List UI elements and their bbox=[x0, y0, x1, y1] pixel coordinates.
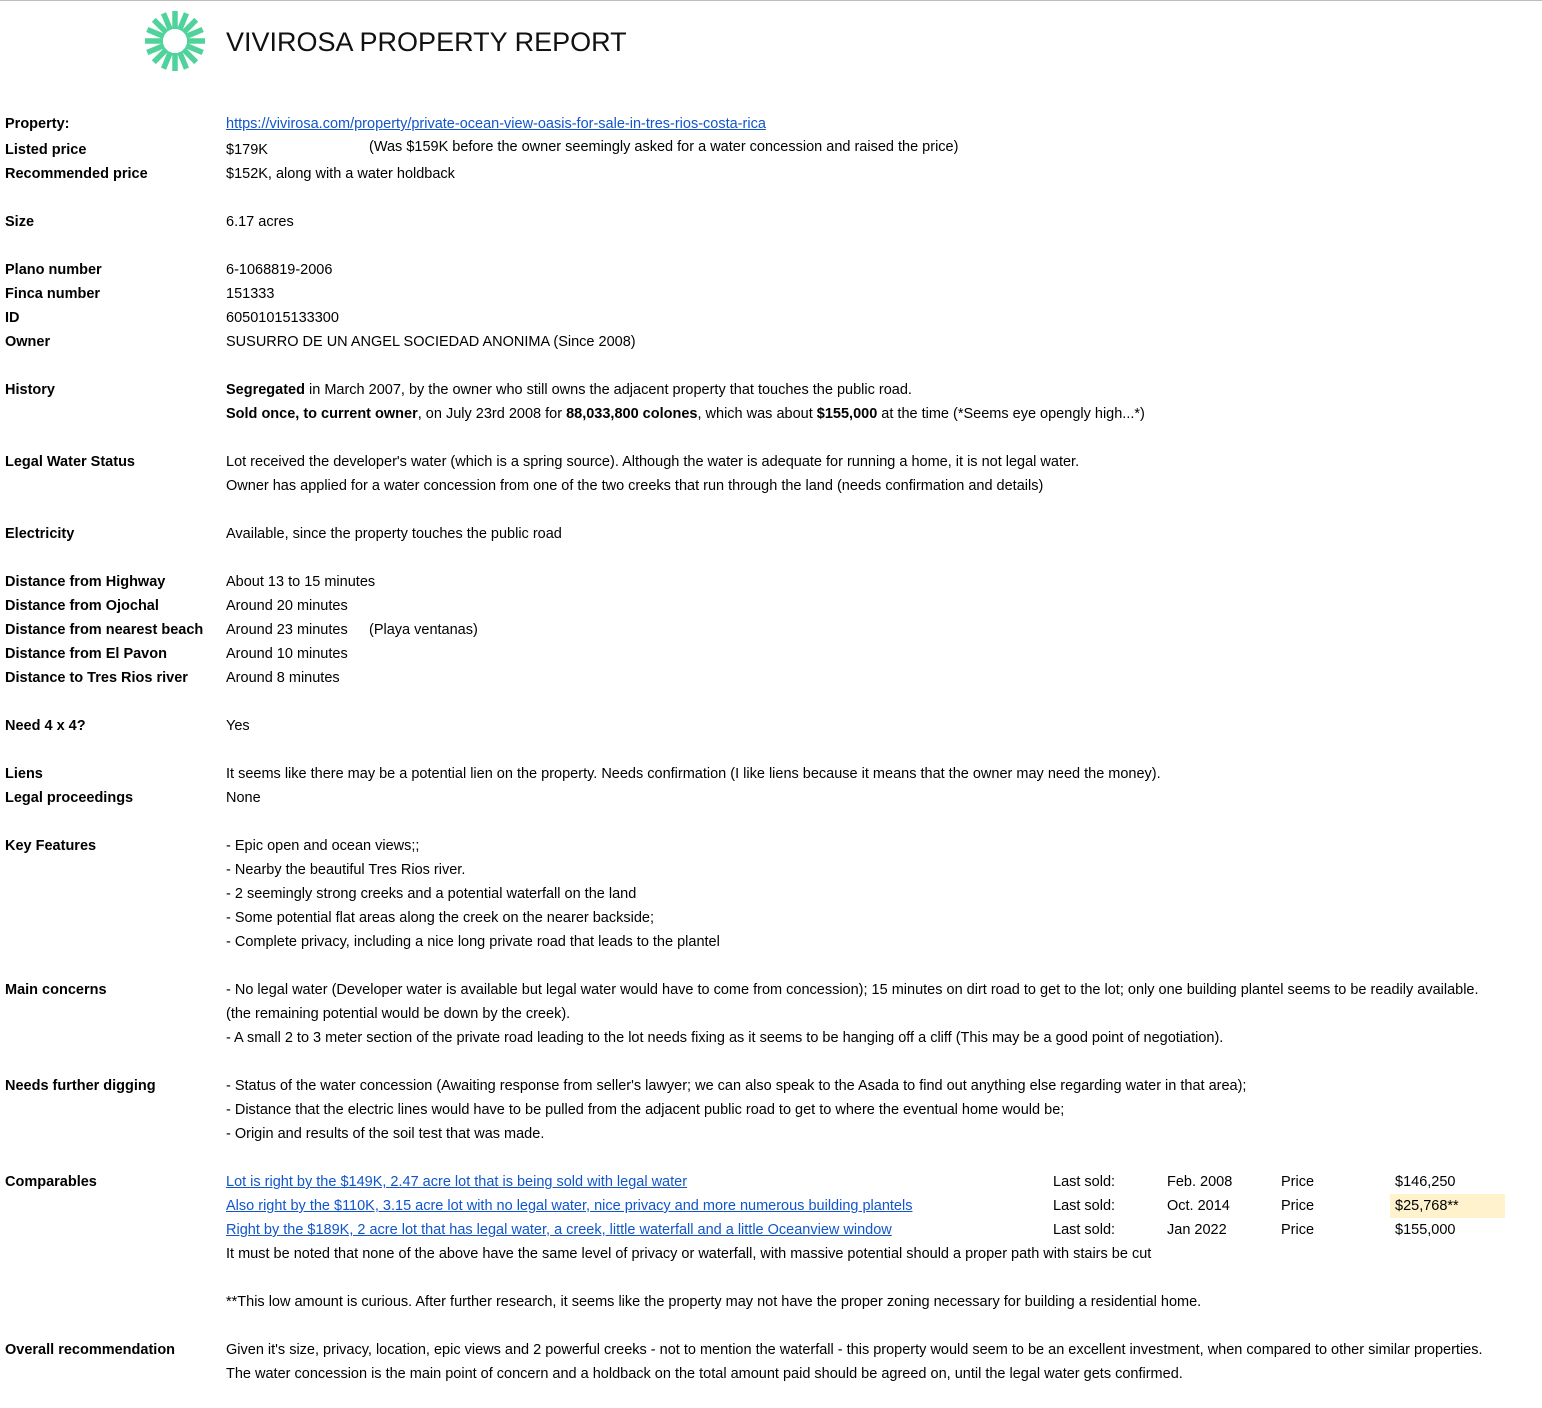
water-line-2: Owner has applied for a water concession from one of the two creeks that run through the land (needs confirmation and details) bbox=[226, 478, 1044, 494]
distance-label: Distance from Ojochal bbox=[5, 598, 159, 614]
legal-value: None bbox=[226, 790, 261, 806]
legal-label: Legal proceedings bbox=[5, 790, 134, 806]
price-label: Price bbox=[1281, 1174, 1315, 1190]
plano-label: Plano number bbox=[5, 262, 102, 278]
last-sold-date: Jan 2022 bbox=[1167, 1222, 1227, 1238]
distance-value: Around 23 minutes bbox=[226, 622, 348, 638]
listed-price-value: $179K bbox=[226, 142, 268, 158]
id-label: ID bbox=[5, 310, 20, 326]
list-item: - Some potential flat areas along the creek on the nearer backside; bbox=[226, 910, 655, 926]
need4x4-value: Yes bbox=[226, 718, 250, 734]
list-item: - Status of the water concession (Awaiting response from seller's lawyer; we can also speak to the Asada to find out anything else regarding water in that area); bbox=[226, 1078, 1247, 1094]
electricity-label: Electricity bbox=[5, 526, 75, 542]
electricity-value: Available, since the property touches the public road bbox=[226, 526, 562, 542]
comparables-label: Comparables bbox=[5, 1174, 97, 1190]
list-item: - Complete privacy, including a nice long private road that leads to the plantel bbox=[226, 934, 720, 950]
listed-price-note: (Was $159K before the owner seemingly asked for a water concession and raised the price) bbox=[369, 139, 959, 155]
list-item: - Epic open and ocean views;; bbox=[226, 838, 420, 854]
price-value: $146,250 bbox=[1395, 1174, 1456, 1190]
property-label: Property: bbox=[5, 116, 70, 132]
comparable-link[interactable]: Also right by the $110K, 3.15 acre lot with no legal water, nice privacy and more numerous building plantels bbox=[226, 1198, 913, 1214]
overall-label: Overall recommendation bbox=[5, 1342, 176, 1358]
id-value: 60501015133300 bbox=[226, 310, 339, 326]
history-line-1: Segregated in March 2007, by the owner who still owns the adjacent property that touches the public road. bbox=[226, 382, 912, 398]
list-item: - A small 2 to 3 meter section of the private road leading to the lot needs fixing as it seems to be hanging off a cliff (This may be a good point of negotiation). bbox=[226, 1030, 1224, 1046]
list-item: - Origin and results of the soil test that was made. bbox=[226, 1126, 545, 1142]
owner-value: SUSURRO DE UN ANGEL SOCIEDAD ANONIMA (Since 2008) bbox=[226, 334, 636, 350]
recommended-price-label: Recommended price bbox=[5, 166, 148, 182]
water-label: Legal Water Status bbox=[5, 454, 135, 470]
distance-label: Distance to Tres Rios river bbox=[5, 670, 188, 686]
distance-value: Around 20 minutes bbox=[226, 598, 348, 614]
distance-label: Distance from El Pavon bbox=[5, 646, 167, 662]
distance-value: Around 8 minutes bbox=[226, 670, 340, 686]
price-label: Price bbox=[1281, 1222, 1315, 1238]
listed-price-label: Listed price bbox=[5, 142, 87, 158]
price-label: Price bbox=[1281, 1198, 1315, 1214]
list-item: - Nearby the beautiful Tres Rios river. bbox=[226, 862, 466, 878]
vivirosa-logo-icon bbox=[143, 9, 207, 73]
overall-line-2: The water concession is the main point of concern and a holdback on the total amount paid should be agreed on, until the legal water gets confirmed. bbox=[226, 1366, 1183, 1382]
size-value: 6.17 acres bbox=[226, 214, 294, 230]
digging-label: Needs further digging bbox=[5, 1078, 156, 1094]
comparable-link[interactable]: Lot is right by the $149K, 2.47 acre lot that is being sold with legal water bbox=[226, 1174, 688, 1190]
liens-value: It seems like there may be a potential lien on the property. Needs confirmation (I like liens because it means that the owner may need the money). bbox=[226, 766, 1161, 782]
last-sold-label: Last sold: bbox=[1053, 1222, 1116, 1238]
comparables-footnote: **This low amount is curious. After further research, it seems like the property may not have the proper zoning necessary for building a residential home. bbox=[226, 1294, 1202, 1310]
distance-label: Distance from Highway bbox=[5, 574, 166, 590]
list-item: - Distance that the electric lines would have to be pulled from the adjacent public road to get to where the eventual home would be; bbox=[226, 1102, 1065, 1118]
list-item: - 2 seemingly strong creeks and a potential waterfall on the land bbox=[226, 886, 637, 902]
finca-label: Finca number bbox=[5, 286, 101, 302]
list-item: (the remaining potential would be down by the creek). bbox=[226, 1006, 571, 1022]
property-link[interactable]: https://vivirosa.com/property/private-ocean-view-oasis-for-sale-in-tres-rios-costa-rica bbox=[226, 116, 766, 132]
distance-note: (Playa ventanas) bbox=[369, 622, 478, 638]
comparable-link[interactable]: Right by the $189K, 2 acre lot that has legal water, a creek, little waterfall and a little Oceanview window bbox=[226, 1222, 892, 1238]
need4x4-label: Need 4 x 4? bbox=[5, 718, 86, 734]
last-sold-date: Feb. 2008 bbox=[1167, 1174, 1233, 1190]
overall-line-1: Given it's size, privacy, location, epic views and 2 powerful creeks - not to mention the waterfall - this property would seem to be an excellent investment, when compared to other similar properties. bbox=[226, 1342, 1483, 1358]
water-line-1: Lot received the developer's water (which is a spring source). Although the water is adequate for running a home, it is not legal water. bbox=[226, 454, 1080, 470]
price-value: $25,768** bbox=[1395, 1198, 1459, 1214]
concerns-label: Main concerns bbox=[5, 982, 107, 998]
comparables-note: It must be noted that none of the above have the same level of privacy or waterfall, with massive potential should a proper path with stairs be cut bbox=[226, 1246, 1152, 1262]
liens-label: Liens bbox=[5, 766, 43, 782]
size-label: Size bbox=[5, 214, 35, 230]
list-item: - No legal water (Developer water is available but legal water would have to come from concession); 15 minutes on dirt road to get to the lot; only one building plantel seems to be readily available. bbox=[226, 982, 1479, 998]
last-sold-label: Last sold: bbox=[1053, 1174, 1116, 1190]
last-sold-label: Last sold: bbox=[1053, 1198, 1116, 1214]
owner-label: Owner bbox=[5, 334, 51, 350]
history-label: History bbox=[5, 382, 55, 398]
distance-value: About 13 to 15 minutes bbox=[226, 574, 376, 590]
distance-value: Around 10 minutes bbox=[226, 646, 348, 662]
plano-value: 6-1068819-2006 bbox=[226, 262, 333, 278]
recommended-price-value: $152K, along with a water holdback bbox=[226, 166, 455, 182]
features-label: Key Features bbox=[5, 838, 97, 854]
price-value: $155,000 bbox=[1395, 1222, 1456, 1238]
finca-value: 151333 bbox=[226, 286, 275, 302]
last-sold-date: Oct. 2014 bbox=[1167, 1198, 1230, 1214]
page-title: VIVIROSA PROPERTY REPORT bbox=[226, 27, 627, 57]
history-line-2: Sold once, to current owner, on July 23rd 2008 for 88,033,800 colones, which was about $155,000 at the time (*Seems eye opengly high...*) bbox=[226, 406, 1145, 422]
distance-label: Distance from nearest beach bbox=[5, 622, 204, 638]
